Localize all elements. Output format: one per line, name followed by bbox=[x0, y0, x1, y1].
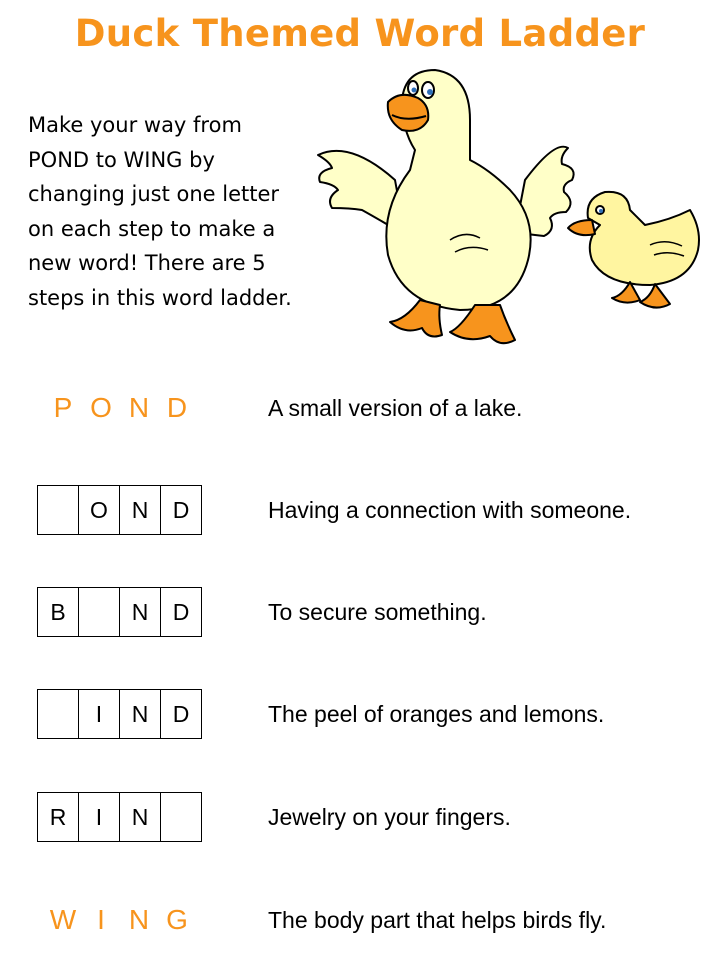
clue-text: To secure something. bbox=[268, 599, 487, 625]
letter-box-blank[interactable] bbox=[37, 485, 79, 535]
letter-boxes bbox=[37, 792, 202, 842]
instructions-line: changing just one letter bbox=[28, 182, 280, 206]
word-letter: D bbox=[166, 392, 188, 423]
letter-box: I bbox=[78, 689, 120, 739]
letter-box: N bbox=[119, 485, 161, 535]
word-letter: P bbox=[53, 392, 73, 423]
duckling bbox=[568, 192, 699, 308]
letter-box: N bbox=[119, 792, 161, 842]
ladder-row-step-2 bbox=[0, 586, 720, 638]
letter-boxes bbox=[37, 689, 202, 739]
instructions bbox=[28, 108, 328, 315]
letter-box-blank[interactable] bbox=[78, 587, 120, 637]
instructions-line: Make your way from bbox=[28, 113, 242, 137]
letter-box: R bbox=[37, 792, 79, 842]
letter-box: N bbox=[119, 689, 161, 739]
clue-text: A small version of a lake. bbox=[268, 395, 523, 421]
clue-text: Having a connection with someone. bbox=[268, 497, 632, 523]
letter-box-blank[interactable] bbox=[160, 792, 202, 842]
ladder-row-start bbox=[0, 382, 720, 434]
ladder-row-end bbox=[0, 894, 720, 946]
word-letter: W bbox=[49, 904, 77, 935]
clue-text: Jewelry on your fingers. bbox=[268, 804, 511, 830]
letter-boxes bbox=[37, 587, 202, 637]
mother-duck bbox=[318, 70, 574, 343]
letter-box: D bbox=[160, 485, 202, 535]
end-word bbox=[38, 894, 200, 946]
ladder-row-step-3 bbox=[0, 688, 720, 740]
word-letter: I bbox=[97, 904, 105, 935]
ladder-row-step-4 bbox=[0, 791, 720, 843]
letter-box: D bbox=[160, 689, 202, 739]
page-title: Duck Themed Word Ladder bbox=[74, 12, 646, 55]
clue-text: The body part that helps birds fly. bbox=[268, 907, 607, 933]
word-letter: N bbox=[128, 392, 150, 423]
ladder-row-step-1 bbox=[0, 484, 720, 536]
letter-boxes bbox=[37, 485, 202, 535]
letter-box: O bbox=[78, 485, 120, 535]
instructions-line: on each step to make a bbox=[28, 216, 276, 241]
word-letter: G bbox=[166, 904, 188, 935]
start-word bbox=[38, 382, 200, 434]
letter-box: D bbox=[160, 587, 202, 637]
letter-box: N bbox=[119, 587, 161, 637]
clue-text: The peel of oranges and lemons. bbox=[268, 701, 605, 727]
duck-illustration bbox=[310, 60, 720, 360]
word-letter: N bbox=[128, 904, 150, 935]
instructions-line: steps in this word ladder. bbox=[28, 285, 292, 310]
word-letter: O bbox=[90, 392, 112, 423]
letter-box: B bbox=[37, 587, 79, 637]
letter-box-blank[interactable] bbox=[37, 689, 79, 739]
instructions-line: POND to WING by bbox=[28, 147, 215, 172]
letter-box: I bbox=[78, 792, 120, 842]
instructions-line: new word! There are 5 bbox=[28, 251, 266, 275]
